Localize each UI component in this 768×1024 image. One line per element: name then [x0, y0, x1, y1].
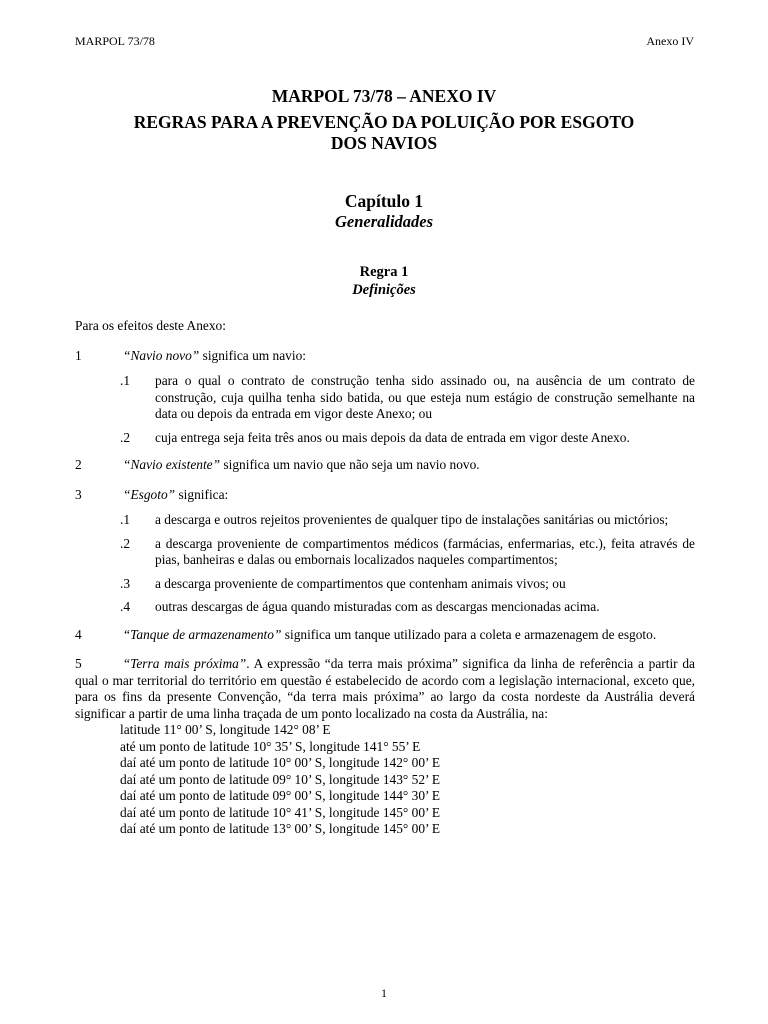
running-header-left: MARPOL 73/78 [75, 34, 155, 48]
document-body [75, 318, 695, 838]
intro-paragraph: Para os efeitos deste Anexo: [75, 318, 226, 333]
page-number: 1 [381, 986, 387, 1000]
sub-item-text: para o qual o contrato de construção tenha sido assinado ou, na ausência de um contrato de construção, cuja quilha tenha sido batida, ou que esteja num estágio de construção semelhante na data ou depois da entrada em vigor deste Anexo; ou [155, 373, 695, 421]
chapter-heading [0, 190, 768, 232]
definition-item [75, 656, 695, 722]
definition-item [75, 457, 695, 474]
coordinate-list [75, 722, 695, 838]
coordinate-line: até um ponto de latitude 10° 35’ S, longitude 141° 55’ E [120, 738, 421, 754]
running-header-right: Anexo IV [646, 34, 694, 48]
coordinate-line: daí até um ponto de latitude 10° 00’ S, longitude 142° 00’ E [120, 755, 441, 770]
rule-heading [0, 263, 768, 299]
definition-text: significa um navio: [199, 347, 306, 363]
rule-label: Regra 1 [359, 264, 409, 280]
coordinate-line: daí até um ponto de latitude 10° 41’ S, longitude 145° 00’ E [120, 804, 441, 820]
item-number: 4 [75, 626, 82, 642]
sub-item-number: .2 [120, 429, 131, 445]
defined-term: “Navio novo” [123, 347, 200, 363]
defined-term: “Navio existente” [123, 457, 221, 472]
title-line-3: DOS NAVIOS [330, 133, 438, 153]
defined-term: “Terra mais próxima” [122, 656, 247, 671]
sub-item-text: a descarga proveniente de compartimentos que contenham animais vivos; ou [155, 575, 566, 591]
definition-item [75, 487, 695, 504]
item-number: 5 [75, 656, 82, 671]
sub-item-number: .3 [120, 575, 131, 591]
item-number: 3 [75, 486, 82, 502]
document-title [0, 85, 768, 154]
sub-item-text: outras descargas de água quando misturadas com as descargas mencionadas acima. [155, 599, 600, 614]
coordinate-line: latitude 11° 00’ S, longitude 142° 08’ E [120, 722, 331, 737]
defined-term: “Esgoto” [123, 486, 176, 502]
item-number: 1 [75, 347, 82, 363]
sub-item-number: .4 [120, 599, 131, 614]
sub-item [75, 430, 695, 447]
defined-term: “Tanque de armazenamento” [122, 626, 282, 642]
title-line-2: REGRAS PARA A PREVENÇÃO DA POLUIÇÃO POR ESGOTO [133, 112, 635, 132]
sub-item [75, 576, 695, 593]
definition-item [75, 627, 695, 644]
item-number: 2 [75, 457, 82, 472]
title-line-1: MARPOL 73/78 – ANEXO IV [271, 86, 497, 106]
definition-text: significa um navio que não seja um navio novo. [220, 457, 480, 472]
sub-item [75, 512, 695, 529]
coordinate-line: daí até um ponto de latitude 13° 00’ S, longitude 145° 00’ E [120, 821, 441, 836]
definition-item [75, 348, 695, 365]
definition-text: significa: [175, 486, 229, 502]
sub-item [75, 536, 695, 569]
chapter-label: Capítulo 1 [344, 191, 424, 211]
sub-item-text: a descarga e outros rejeitos provenientes de qualquer tipo de instalações sanitárias ou mictórios; [155, 512, 669, 527]
chapter-subtitle: Generalidades [334, 212, 434, 231]
rule-subtitle: Definições [352, 282, 416, 298]
sub-item-number: .1 [120, 373, 131, 388]
sub-item [75, 599, 695, 616]
sub-item-text: cuja entrega seja feita três anos ou mais depois da data de entrada em vigor deste Anexo. [155, 429, 630, 445]
definition-text: significa um tanque utilizado para a coleta e armazenagem de esgoto. [281, 626, 657, 642]
coordinate-line: daí até um ponto de latitude 09° 10’ S, longitude 143° 52’ E [120, 771, 441, 787]
sub-item-number: .2 [120, 535, 131, 551]
coordinate-line: daí até um ponto de latitude 09° 00’ S, longitude 144° 30’ E [120, 788, 441, 803]
definition-text: . A expressão “da terra mais próxima” significa da linha de referência a partir da qual o mar territorial do território em questão é estabelecido de acordo com a legislação internacional, exceto que, para os fins da presente Convenção, “da terra mais próxima” ao largo da costa nordeste da Austrália deverá significar a partir de uma linha traçada de um ponto localizado na costa da Austrália, na: [75, 656, 696, 721]
sub-item-text: a descarga proveniente de compartimentos médicos (farmácias, enfermarias, etc.), feita através de pias, banheiras e dalas ou embornais localizados naqueles compartimentos; [155, 535, 695, 567]
sub-item-number: .1 [120, 512, 131, 527]
sub-item [75, 373, 695, 423]
